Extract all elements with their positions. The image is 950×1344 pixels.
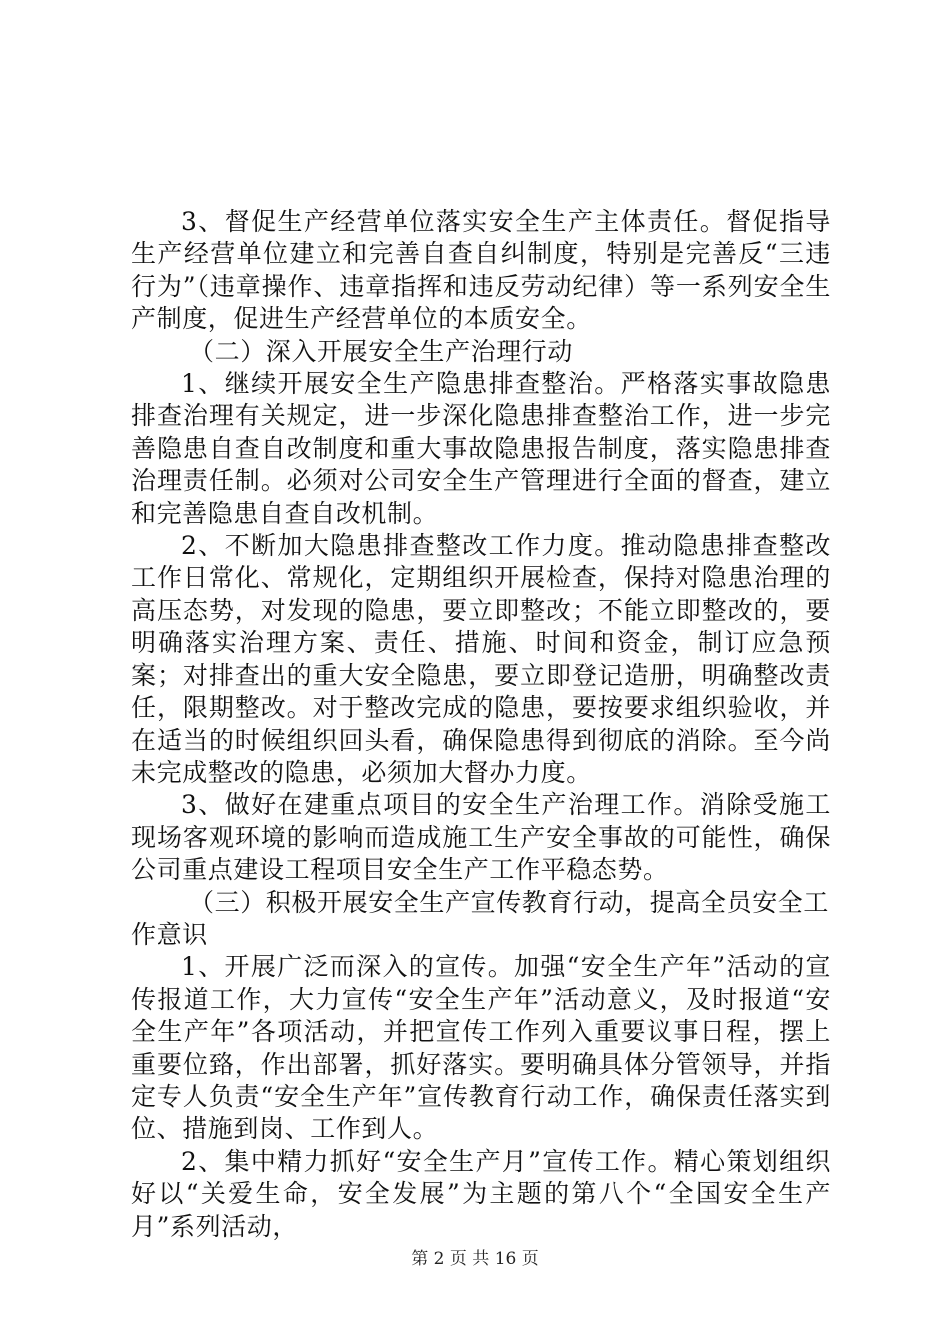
- page-number-footer: 第 2 页 共 16 页: [411, 1249, 539, 1269]
- paragraph-key-projects: 3、做好在建重点项目的安全生产治理工作。消除受施工现场客观环境的影响而造成施工生产安全事故的可能性，确保公司重点建设工程项目安全生产工作平稳态势。: [131, 790, 831, 885]
- paragraph-publicity: 1、开展广泛而深入的宣传。加强“安全生产年”活动的宣传报道工作，大力宣传“安全生产年”活动意义，及时报道“安全生产年”各项活动，并把宣传工作列入重要议事日程，摆上重要位臵，作出部署，抓好落实。要明确具体分管领导，并指定专人负责“安全生产年”宣传教育行动工作，确保责任落实到位、措施到岗、工作到人。: [131, 952, 831, 1144]
- section-heading-education: （三）积极开展安全生产宣传教育行动，提高全员安全工作意识: [131, 887, 830, 949]
- paragraph-safety-month: 2、集中精力抓好“安全生产月”宣传工作。精心策划组织好以“关爱生命，安全发展”为主题的第八个“全国安全生产月”系列活动，: [131, 1146, 831, 1241]
- paragraph-responsibility: 3、督促生产经营单位落实安全生产主体责任。督促指导生产经营单位建立和完善自查自纠制度，特别是完善反“三违行为”（违章操作、违章指挥和违反劳动纪律）等一系列安全生产制度，促进生产经营单位的本质安全。: [131, 207, 831, 334]
- document-body: [131, 206, 831, 1243]
- paragraph-hazard-inspection: 1、继续开展安全生产隐患排查整治。严格落实事故隐患排查治理有关规定，进一步深化隐患排查整治工作，进一步完善隐患自查自改制度和重大事故隐患报告制度，落实隐患排查治理责任制。必须对公司安全生产管理进行全面的督查，建立和完善隐患自查自改机制。: [131, 369, 831, 528]
- section-heading-governance: （二）深入开展安全生产治理行动: [189, 336, 574, 366]
- paragraph-rectification: 2、不断加大隐患排查整改工作力度。推动隐患排查整改工作日常化、常规化，定期组织开展检查，保持对隐患治理的高压态势，对发现的隐患，要立即整改；不能立即整改的，要明确落实治理方案、责任、措施、时间和资金，制订应急预案；对排查出的重大安全隐患，要立即登记造册，明确整改责任，限期整改。对于整改完成的隐患，要按要求组织验收，并在适当的时候组织回头看，确保隐患得到彻底的消除。至今尚未完成整改的隐患，必须加大督办力度。: [131, 531, 831, 787]
